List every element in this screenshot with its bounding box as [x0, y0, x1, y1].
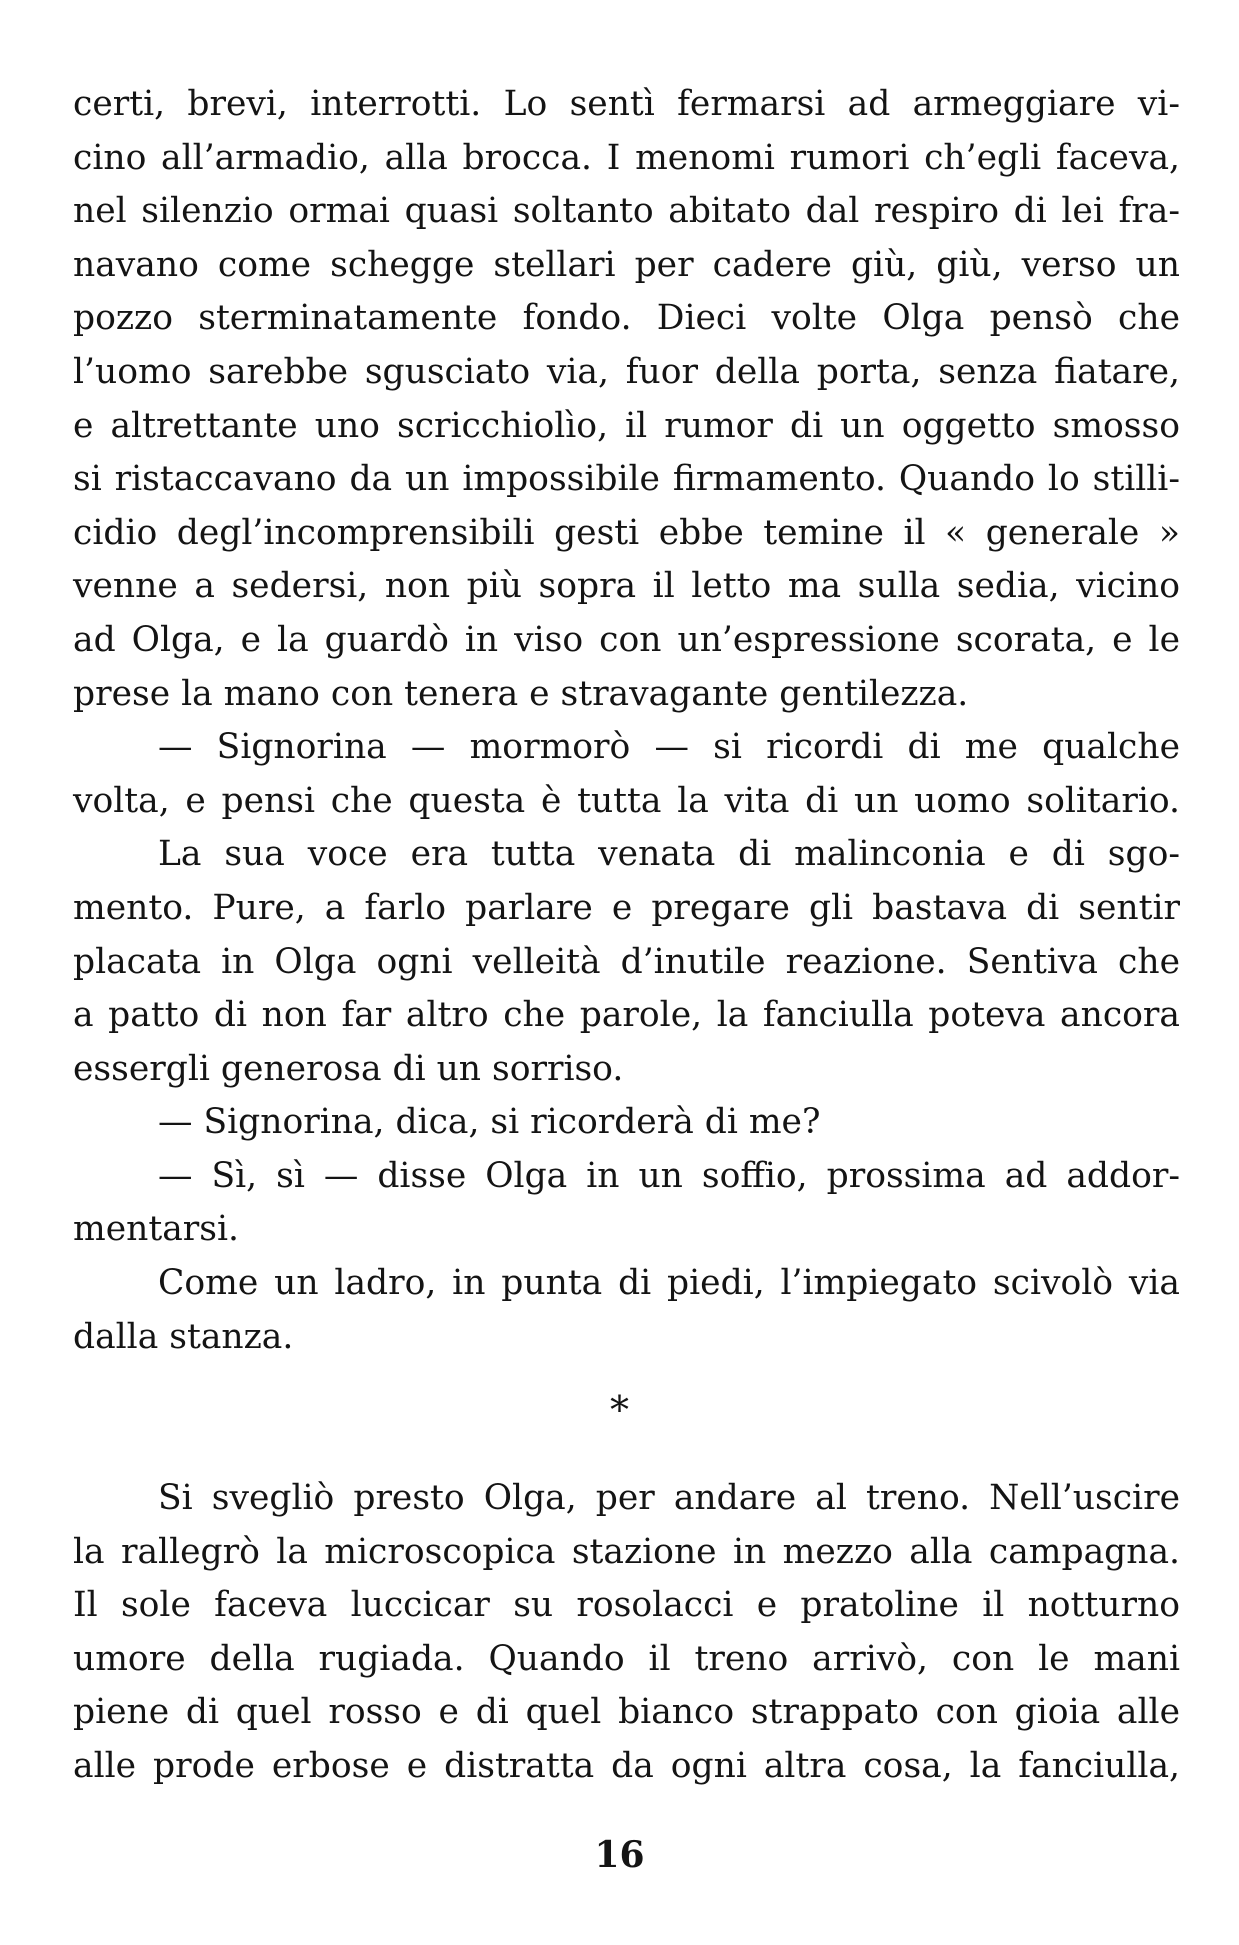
text-line: certi, brevi, interrotti. Lo sentì fermarsi ad armeggiare vi- [73, 84, 1180, 124]
text-line: piene di quel rosso e di quel bianco strappato con gioia alle [73, 1692, 1180, 1733]
text-line: — Sì, sì — disse Olga in un soffio, prossima ad addor- [158, 1155, 1180, 1196]
text-line: la rallegrò la microscopica stazione in mezzo alla campagna. [73, 1531, 1180, 1572]
text-line: mento. Pure, a farlo parlare e pregare gli bastava di sentir [73, 887, 1180, 928]
text-line: Il sole faceva luccicar su rosolacci e pratoline il notturno [73, 1585, 1180, 1626]
text-line: — Signorina, dica, si ricorderà di me? [158, 1102, 821, 1143]
text-line: dalla stanza. [73, 1316, 294, 1357]
text-line: cidio degl’incomprensibili gesti ebbe temine il « generale » [73, 512, 1180, 553]
text-line: navano come schegge stellari per cadere giù, giù, verso un [73, 244, 1180, 285]
text-line: e altrettante uno scricchiolìo, il rumor di un oggetto smosso [73, 405, 1180, 446]
text-line: pozzo sterminatamente fondo. Dieci volte Olga pensò che [73, 298, 1180, 339]
text-line: La sua voce era tutta venata di malinconia e di sgo- [158, 834, 1180, 875]
text-line: placata in Olga ogni velleità d’inutile reazione. Sentiva che [73, 941, 1180, 982]
text-line: Si svegliò presto Olga, per andare al treno. Nell’uscire [158, 1478, 1180, 1518]
text-line: venne a sedersi, non più sopra il letto ma sulla sedia, vicino [73, 566, 1180, 607]
text-line: l’uomo sarebbe sgusciato via, fuor della porta, senza fiatare, [73, 351, 1180, 392]
text-line: a patto di non far altro che parole, la fanciulla poteva ancora [73, 995, 1180, 1036]
text-line: mentarsi. [73, 1209, 239, 1250]
text-line: cino all’armadio, alla brocca. I menomi rumori ch’egli faceva, [73, 137, 1180, 178]
text-line: nel silenzio ormai quasi soltanto abitato dal respiro di lei fra- [73, 191, 1180, 232]
text-block-before-separator [73, 78, 1180, 1364]
text-line: volta, e pensi che questa è tutta la vita di un uomo solitario. [73, 780, 1180, 821]
text-line: ad Olga, e la guardò in viso con un’espressione scorata, e le [73, 619, 1180, 660]
text-line: Come un ladro, in punta di piedi, l’impiegato scivolò via [158, 1263, 1180, 1304]
page-number: 16 [594, 1834, 645, 1876]
text-block-after-separator [73, 1472, 1180, 1794]
text-line: si ristaccavano da un impossibile firmamento. Quando lo stilli- [73, 459, 1180, 500]
text-line: umore della rugiada. Quando il treno arrivò, con le mani [73, 1638, 1180, 1679]
section-separator: * [610, 1388, 629, 1432]
text-line: essergli generosa di un sorriso. [73, 1048, 624, 1089]
text-line: prese la mano con tenera e stravagante gentilezza. [73, 673, 969, 714]
text-line: — Signorina — mormorò — si ricordi di me qualche [158, 727, 1180, 768]
text-line: alle prode erbose e distratta da ogni altra cosa, la fanciulla, [73, 1745, 1180, 1786]
